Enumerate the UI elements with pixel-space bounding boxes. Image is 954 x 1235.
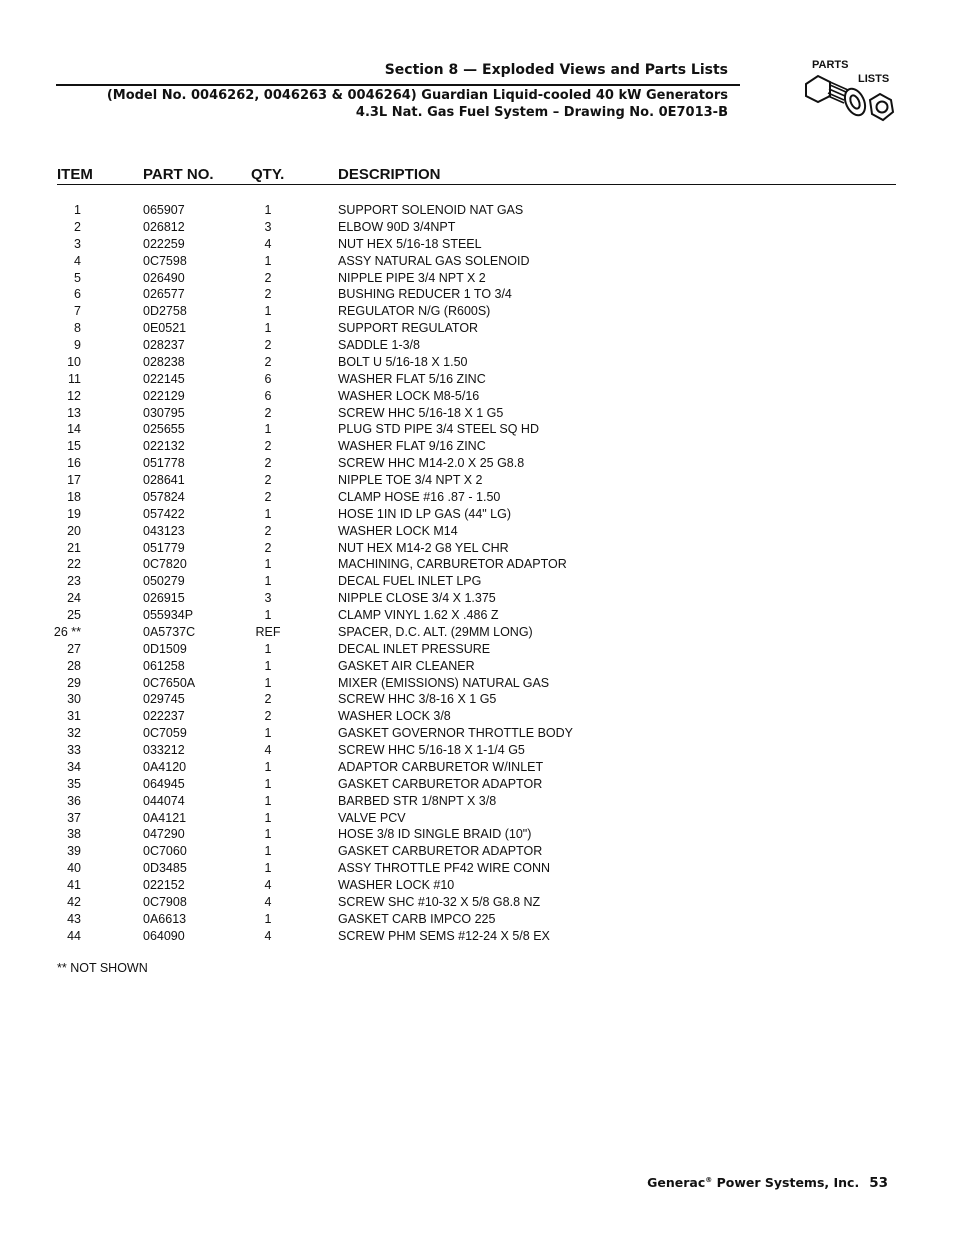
row-item: 33 <box>67 743 81 757</box>
row-qty: 1 <box>264 793 272 808</box>
row-part-no: 028237 <box>143 338 185 352</box>
table-row <box>0 388 954 405</box>
row-description: SCREW PHM SEMS #12-24 X 5/8 EX <box>338 928 550 943</box>
row-description: MACHINING, CARBURETOR ADAPTOR <box>338 557 567 572</box>
row-part-no: 057422 <box>143 506 185 521</box>
table-row <box>0 641 954 658</box>
row-qty: 3 <box>264 591 272 606</box>
row-part-no: 0E0521 <box>143 321 187 336</box>
row-item: 14 <box>67 422 81 437</box>
table-row <box>0 624 954 641</box>
row-item: 18 <box>67 489 81 504</box>
row-qty: 2 <box>264 354 272 369</box>
row-item: 28 <box>67 658 81 673</box>
row-part-no: 0C7650A <box>143 675 196 690</box>
row-part-no: 033212 <box>143 743 185 757</box>
header-section-title: Section 8 — Exploded Views and Parts Lists <box>384 62 728 78</box>
table-row <box>0 286 954 303</box>
row-part-no: 0C7059 <box>143 726 187 741</box>
row-qty: 1 <box>264 759 272 774</box>
row-description: WASHER FLAT 5/16 ZINC <box>338 371 486 386</box>
row-qty: 2 <box>264 489 272 504</box>
row-description: SADDLE 1-3/8 <box>338 338 420 352</box>
row-qty: 1 <box>264 844 272 859</box>
header-rule <box>56 84 740 86</box>
row-item: 22 <box>67 557 81 572</box>
row-description: MIXER (EMISSIONS) NATURAL GAS <box>338 675 550 690</box>
row-description: HOSE 3/8 ID SINGLE BRAID (10") <box>338 827 532 842</box>
table-row <box>0 506 954 523</box>
row-part-no: 0D1509 <box>143 641 187 656</box>
table-row <box>0 590 954 607</box>
row-qty: 3 <box>264 219 272 234</box>
table-row <box>0 303 954 320</box>
row-qty: 1 <box>264 506 272 521</box>
row-description: BOLT U 5/16-18 X 1.50 <box>338 354 468 369</box>
table-row <box>0 607 954 624</box>
row-part-no: 051779 <box>143 540 185 555</box>
row-item: 3 <box>74 236 81 251</box>
row-part-no: 029745 <box>143 692 185 707</box>
row-qty: 2 <box>264 456 272 471</box>
parts-table-body <box>0 202 954 945</box>
row-item: 8 <box>74 321 81 336</box>
row-description: WASHER LOCK M14 <box>338 523 458 538</box>
row-qty: 1 <box>264 726 272 741</box>
row-qty: 1 <box>264 658 272 673</box>
row-description: NIPPLE CLOSE 3/4 X 1.375 <box>338 591 496 606</box>
row-item: 25 <box>67 608 81 622</box>
row-qty: 2 <box>264 709 272 724</box>
row-item: 24 <box>67 591 81 606</box>
row-item: 37 <box>67 810 81 825</box>
row-qty: 1 <box>264 810 272 825</box>
row-item: 43 <box>67 911 81 926</box>
table-row <box>0 438 954 455</box>
row-part-no: 026812 <box>143 219 185 234</box>
row-description: DECAL FUEL INLET LPG <box>338 574 482 589</box>
row-description: CLAMP VINYL 1.62 X .486 Z <box>338 608 499 622</box>
table-row <box>0 337 954 354</box>
table-row <box>0 877 954 894</box>
row-item: 4 <box>74 253 81 268</box>
row-part-no: 030795 <box>143 405 185 420</box>
row-item: 16 <box>67 456 81 471</box>
row-qty: 1 <box>264 574 272 589</box>
row-qty: 1 <box>264 422 272 437</box>
row-description: HOSE 1IN ID LP GAS (44" LG) <box>338 506 512 521</box>
table-row <box>0 810 954 827</box>
row-item: 30 <box>67 692 81 707</box>
row-description: SCREW HHC M14-2.0 X 25 G8.8 <box>338 456 525 471</box>
row-part-no: 0A5737C <box>143 624 196 639</box>
row-part-no: 0D3485 <box>143 861 187 876</box>
row-part-no: 026577 <box>143 287 185 302</box>
table-row <box>0 843 954 860</box>
row-qty: 1 <box>264 203 272 217</box>
row-description: NUT HEX M14-2 G8 YEL CHR <box>338 540 509 555</box>
row-part-no: 026915 <box>143 591 185 606</box>
row-part-no: 044074 <box>143 793 185 808</box>
row-item: 15 <box>67 439 81 454</box>
row-description: NUT HEX 5/16-18 STEEL <box>338 236 482 251</box>
footer-company: Generac <box>647 1175 706 1190</box>
row-description: SUPPORT REGULATOR <box>338 321 479 336</box>
row-item: 1 <box>74 203 81 217</box>
header-qty: QTY. <box>251 166 285 183</box>
row-description: WASHER LOCK M8-5/16 <box>338 388 480 403</box>
row-qty: 2 <box>264 540 272 555</box>
row-part-no: 022259 <box>143 236 185 251</box>
row-part-no: 025655 <box>143 422 185 437</box>
row-description: BUSHING REDUCER 1 TO 3/4 <box>338 287 512 302</box>
row-description: REGULATOR N/G (R600S) <box>338 304 491 319</box>
row-part-no: 055934P <box>143 608 194 622</box>
row-part-no: 028238 <box>143 354 185 369</box>
row-description: ASSY THROTTLE PF42 WIRE CONN <box>338 861 551 876</box>
row-part-no: 028641 <box>143 473 185 487</box>
row-qty: 4 <box>264 878 272 892</box>
row-description: WASHER LOCK #10 <box>338 878 455 892</box>
row-item: 29 <box>67 675 81 690</box>
row-item: 17 <box>67 473 81 487</box>
row-description: GASKET CARBURETOR ADAPTOR <box>338 776 543 791</box>
row-description: WASHER LOCK 3/8 <box>338 709 451 724</box>
row-item: 27 <box>67 641 81 656</box>
row-description: SUPPORT SOLENOID NAT GAS <box>338 203 524 217</box>
header-subtitle-line1: (Model No. 0046262, 0046263 & 0046264) Guardian Liquid-cooled 40 kW Generators <box>106 88 728 103</box>
row-item: 12 <box>67 388 81 403</box>
row-item: 21 <box>67 540 81 555</box>
table-row <box>0 455 954 472</box>
row-description: DECAL INLET PRESSURE <box>338 641 491 656</box>
row-description: GASKET GOVERNOR THROTTLE BODY <box>338 726 573 741</box>
row-item: 35 <box>67 776 81 791</box>
row-item: 40 <box>67 861 81 876</box>
row-item: 2 <box>74 219 81 234</box>
table-row <box>0 742 954 759</box>
row-item: 31 <box>67 709 81 724</box>
table-row <box>0 236 954 253</box>
row-qty: 2 <box>264 270 272 285</box>
row-qty: 2 <box>264 692 272 707</box>
row-description: GASKET CARB IMPCO 225 <box>338 911 496 926</box>
row-qty: 2 <box>264 287 272 302</box>
row-qty: 2 <box>264 338 272 352</box>
table-row <box>0 708 954 725</box>
row-qty: 1 <box>264 827 272 842</box>
table-row <box>0 405 954 422</box>
table-row <box>0 776 954 793</box>
row-part-no: 022152 <box>143 878 185 892</box>
table-row <box>0 202 954 219</box>
row-part-no: 064090 <box>143 928 185 943</box>
row-description: ELBOW 90D 3/4NPT <box>338 219 456 234</box>
row-description: BARBED STR 1/8NPT X 3/8 <box>338 793 497 808</box>
row-description: SCREW HHC 5/16-18 X 1-1/4 G5 <box>338 743 525 757</box>
table-row <box>0 270 954 287</box>
table-row <box>0 421 954 438</box>
row-item: 38 <box>67 827 81 842</box>
row-item: 42 <box>67 894 81 909</box>
row-part-no: 022132 <box>143 439 185 454</box>
row-qty: REF <box>255 624 281 639</box>
row-qty: 2 <box>264 473 272 487</box>
row-item: 23 <box>67 574 81 589</box>
row-qty: 2 <box>264 405 272 420</box>
row-qty: 2 <box>264 523 272 538</box>
table-row <box>0 489 954 506</box>
table-row <box>0 556 954 573</box>
row-part-no: 0A4121 <box>143 810 187 825</box>
row-item: 20 <box>67 523 81 538</box>
table-row <box>0 675 954 692</box>
row-qty: 1 <box>264 557 272 572</box>
table-row <box>0 371 954 388</box>
table-row <box>0 894 954 911</box>
table-row <box>0 725 954 742</box>
row-part-no: 022237 <box>143 709 185 724</box>
row-item: 36 <box>67 793 81 808</box>
row-part-no: 0A4120 <box>143 759 187 774</box>
row-qty: 1 <box>264 911 272 926</box>
row-item: 41 <box>67 878 81 892</box>
row-part-no: 065907 <box>143 203 185 217</box>
table-row <box>0 573 954 590</box>
table-row <box>0 472 954 489</box>
row-item: 7 <box>74 304 81 319</box>
row-description: PLUG STD PIPE 3/4 STEEL SQ HD <box>338 422 539 437</box>
table-row <box>0 826 954 843</box>
row-part-no: 0D2758 <box>143 304 187 319</box>
row-item: 6 <box>74 287 81 302</box>
parts-lists-logo <box>800 54 900 132</box>
row-item: 9 <box>74 338 81 352</box>
page-footer <box>647 1175 888 1191</box>
table-row <box>0 860 954 877</box>
logo-text-bottom: LISTS <box>858 73 890 85</box>
row-part-no: 022145 <box>143 371 185 386</box>
row-qty: 1 <box>264 675 272 690</box>
row-description: SCREW SHC #10-32 X 5/8 G8.8 NZ <box>338 894 541 909</box>
table-row <box>0 691 954 708</box>
row-part-no: 057824 <box>143 489 185 504</box>
row-description: SCREW HHC 5/16-18 X 1 G5 <box>338 405 504 420</box>
row-qty: 4 <box>264 743 272 757</box>
row-qty: 1 <box>264 253 272 268</box>
row-part-no: 022129 <box>143 388 185 403</box>
header-part-no: PART NO. <box>143 166 214 183</box>
row-part-no: 0C7820 <box>143 557 187 572</box>
row-qty: 4 <box>264 894 272 909</box>
table-row <box>0 793 954 810</box>
table-row <box>0 320 954 337</box>
table-row <box>0 759 954 776</box>
row-part-no: 051778 <box>143 456 185 471</box>
row-qty: 2 <box>264 439 272 454</box>
row-part-no: 026490 <box>143 270 185 285</box>
row-qty: 6 <box>264 371 272 386</box>
row-qty: 1 <box>264 776 272 791</box>
row-item: 5 <box>74 270 81 285</box>
row-qty: 6 <box>264 388 272 403</box>
table-row <box>0 911 954 928</box>
table-column-headers <box>57 166 895 184</box>
row-qty: 1 <box>264 861 272 876</box>
row-part-no: 0A6613 <box>143 911 187 926</box>
row-description: NIPPLE PIPE 3/4 NPT X 2 <box>338 270 486 285</box>
header-description: DESCRIPTION <box>338 166 441 183</box>
logo-text-top: PARTS <box>812 59 849 71</box>
row-description: GASKET AIR CLEANER <box>338 658 475 673</box>
row-qty: 1 <box>264 304 272 319</box>
table-row <box>0 354 954 371</box>
row-part-no: 061258 <box>143 658 185 673</box>
row-description: ADAPTOR CARBURETOR W/INLET <box>338 759 544 774</box>
header-subtitle <box>107 87 728 121</box>
table-row <box>0 219 954 236</box>
row-part-no: 047290 <box>143 827 185 842</box>
row-item: 10 <box>67 354 81 369</box>
table-row <box>0 253 954 270</box>
row-qty: 4 <box>264 236 272 251</box>
table-header-rule <box>57 184 896 185</box>
row-description: WASHER FLAT 9/16 ZINC <box>338 439 486 454</box>
header-item: ITEM <box>57 166 93 183</box>
table-row <box>0 928 954 945</box>
row-description: VALVE PCV <box>338 810 406 825</box>
table-row <box>0 658 954 675</box>
row-part-no: 0C7060 <box>143 844 187 859</box>
row-description: GASKET CARBURETOR ADAPTOR <box>338 844 543 859</box>
row-item: 44 <box>67 928 81 943</box>
row-description: SPACER, D.C. ALT. (29MM LONG) <box>338 624 533 639</box>
row-part-no: 0C7598 <box>143 253 187 268</box>
row-item: 11 <box>68 371 81 386</box>
row-item: 34 <box>67 759 81 774</box>
footer-company-rest: Power Systems, Inc. <box>712 1175 860 1190</box>
row-part-no: 064945 <box>143 776 185 791</box>
page-number: 53 <box>869 1175 888 1191</box>
row-item: 39 <box>67 844 81 859</box>
row-item: 13 <box>67 405 81 420</box>
row-description: ASSY NATURAL GAS SOLENOID <box>338 253 530 268</box>
row-item: 26 ** <box>53 624 81 639</box>
row-qty: 1 <box>264 321 272 336</box>
table-row <box>0 523 954 540</box>
row-description: SCREW HHC 3/8-16 X 1 G5 <box>338 692 497 707</box>
row-part-no: 0C7908 <box>143 894 187 909</box>
header-subtitle-line2: 4.3L Nat. Gas Fuel System – Drawing No. 0E7013-B <box>355 105 728 120</box>
row-qty: 4 <box>264 928 272 943</box>
footer-reg-mark: ® <box>705 1175 713 1184</box>
row-description: NIPPLE TOE 3/4 NPT X 2 <box>338 473 483 487</box>
row-part-no: 043123 <box>143 523 185 538</box>
row-part-no: 050279 <box>143 574 185 589</box>
row-description: CLAMP HOSE #16 .87 - 1.50 <box>338 489 501 504</box>
row-qty: 1 <box>264 641 272 656</box>
row-qty: 1 <box>264 608 272 622</box>
footnote: ** NOT SHOWN <box>57 961 148 975</box>
table-row <box>0 540 954 557</box>
row-item: 19 <box>67 506 81 521</box>
row-item: 32 <box>67 726 81 741</box>
